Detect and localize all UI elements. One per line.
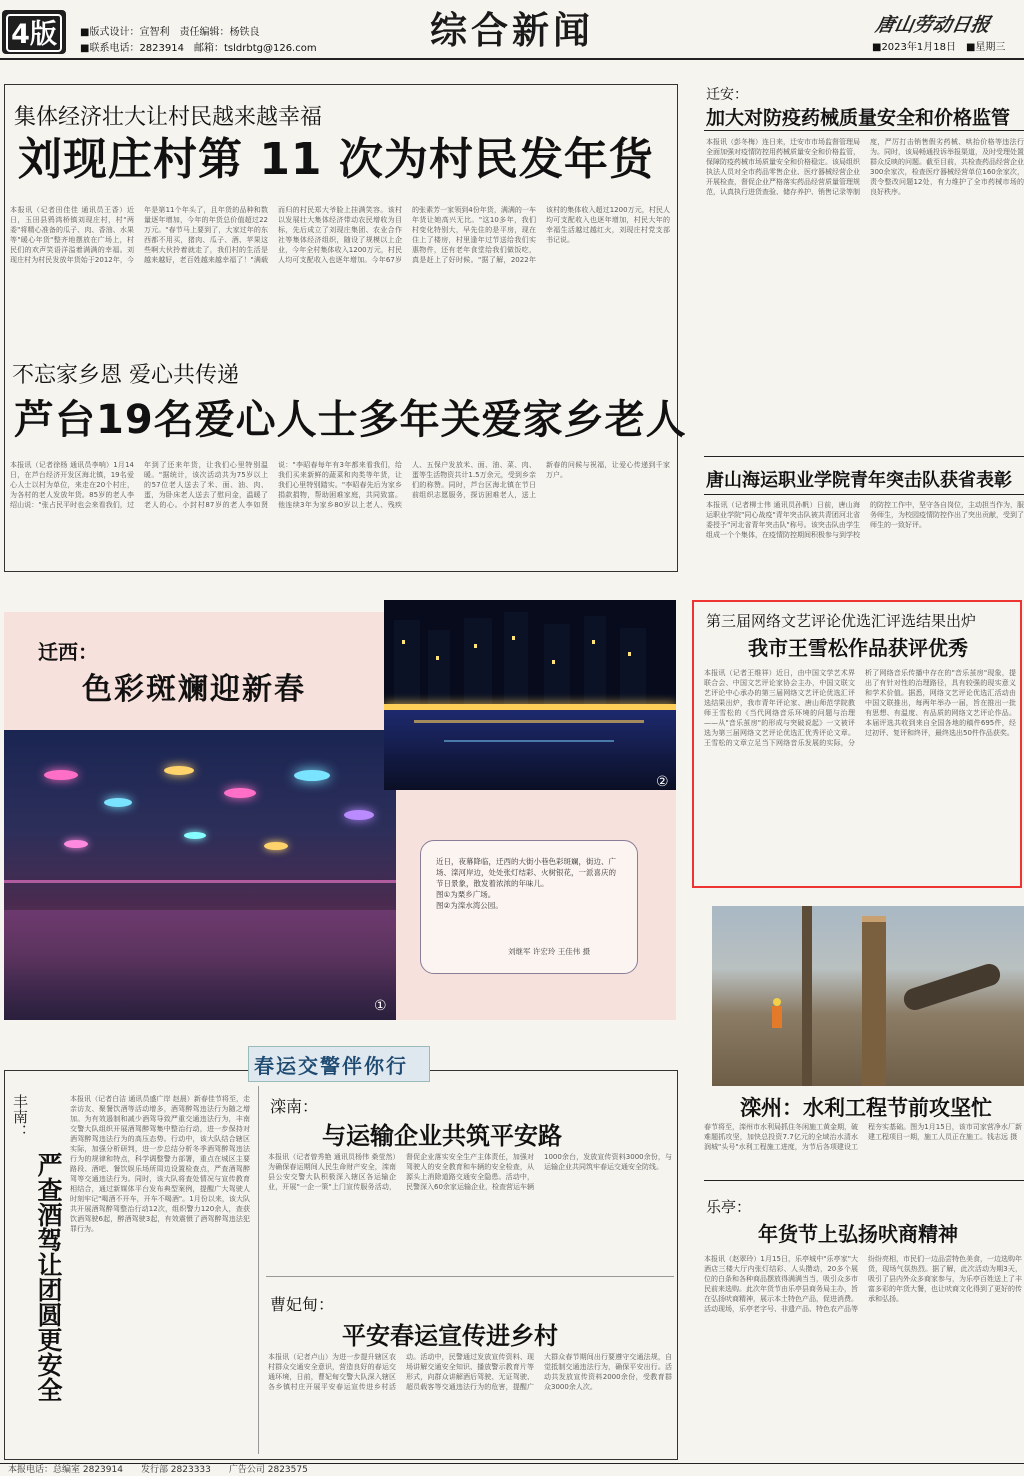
article5-kicker: 第三届网络文艺评论优选汇评选结果出炉 [706,612,977,630]
article9-headline: 与运输企业共筑平安路 [322,1122,562,1150]
contact-info: ■联系电话：2823914 邮箱：tsldrbtg@126.com [80,43,317,54]
article4-body: 本报讯（记者柳士伟 通讯员孙帆）日前，唐山海运职业学院"同心战疫"青年突击队被共青团河北省委授予"河北省青年突击队"称号。该突击队由学生组成一个个集体，在疫情防控期间积极参与到学校的防控工作中，坚守各自岗位，主动担当作为，服务师生，为校园疫情防控作出了突出贡献，受到了师生的一致好评。 [706,501,1024,539]
article3-kicker: 迁安： [706,87,748,103]
article7-body: 本报讯（赵翠玲）1月15日，乐亭城中"乐亭家"大酒店三楼大厅内张灯结彩、人头攒动，20多个展位的白条和各种商品摆放得满满当当，吸引众多市民前来选购。此次年货节由乐亭县商务局主办，旨在弘扬吠商精神，展示本土特色产品，促进消费。活动现场，乐亭老字号、非遗产品、特色农产品等纷纷亮相，市民们一边品尝特色美食，一边选购年货，现场气氛热烈。据了解，此次活动为期3天，吸引了县内外众多商家参与，为乐亭百姓送上了丰富多彩的年货大餐，也让吠商文化得到了更好的传承和弘扬。 [704,1255,1022,1313]
section-title: 综合新闻 [430,9,594,52]
article4-rule [704,494,1024,495]
article1-body: 本报讯（记者田佳佳 通讯员王香）近日，玉田县鸦鸿桥镇刘现庄村，村"两委"将精心准备的瓜子、肉、香油、水果等"暖心年货"整齐地摆放在广场上，村民们的欢声笑语洋溢着满满的幸福。刘现庄村为村民发放年货始于2012年，今年是第11个年头了，且年货的品种和数量逐年增加，今年的年货总价值超过22万元。"春节马上要到了，大家过年的东西都不用买，猪肉、瓜子、酒、苹果这些啊大伙拎着就走了，我们村的生活是越来越好，老百姓越来越幸福了！"满载而归的村民郑大爷脸上挂满笑容。该村以发展壮大集体经济带动农民增收为目标，先后成立了刘现庄集团、农业合作社等集体经济组织，随设了规模以上企业，今年全村集体收入1200万元，村民人均可支配收入也逐年增加。今年67岁的张素芳一家领到4份年货，满满的一车年货让她高兴无比。"这10多年，我们村变化特别大，早先住的是平房，现在住上了楼房，村里逢年过节送给我们实惠物件，还有老年食堂给我们做饭吃，真是赶上了好时候。"据了解，2022年该村的集体收入超过1200万元，村民人均可支配收入也逐年增加，村民大年的幸福生活越过越红火，刘现庄村党支部书记说。 [10,206,670,264]
article3-headline: 加大对防疫药械质量安全和价格监管 [706,107,1011,129]
issue-date: ■2023年1月18日 ■星期三 [872,42,1006,53]
page-number: 4版 [6,14,62,52]
design-credits: ■版式设计：宣智利 责任编辑：杨铁良 [80,27,260,38]
article3-bottom-rule [704,456,1024,457]
photo1-number: ① [374,998,387,1014]
article4-headline: 唐山海运职业学院青年突击队获省表彰 [706,470,1012,491]
article7-headline: 年货节上弘扬吠商精神 [758,1222,958,1246]
article6-rule [704,1180,1024,1181]
article10-kicker: 曹妃甸： [270,1295,335,1314]
article2-headline: 芦台19名爱心人士多年关爱家乡老人 [14,397,687,443]
masthead-rule [0,58,1024,60]
photo-square-night [4,730,396,1020]
bottom-divider-horizontal [266,1276,674,1277]
article5-body: 本报讯（记者王维祥）近日，由中国文学艺术界联合会、中国文艺评论家协会主办，中国文联文艺评论中心承办的第三届网络文艺评论优选汇评选结果出炉，我市青年评论家、唐山师范学院教师王雪松的《当代网络音乐环境的问题与治理——从"音乐茧房"的形成与突破说起》一文被评选为第三届网络文艺评论优选汇优秀评论文章。王雪松的文章立足当下网络音乐发展的实际，分析了网络音乐传播中存在的"音乐茧房"现象，提出了有针对性的治理路径，具有较强的现实意义和学术价值。据悉，网络文艺评论优选汇活动由中国文联推出，每两年举办一届，旨在推出一批有思想、有温度、有品质的网络文艺评论作品。本届评选共收到来自全国各地的稿件695件，经过初评、复评和终评，最终选出50件作品获奖。 [704,669,1016,747]
banner-text: 春运交警伴你行 [254,1054,408,1078]
bottom-divider-vertical [258,1086,259,1454]
qianxi-headline: 色彩斑斓迎新春 [82,672,306,707]
article8-kicker: 丰南： [11,1094,29,1139]
footer-rule [0,1463,1024,1464]
article7-kicker: 乐亭： [706,1198,752,1216]
footer-contacts: 本报电话：总编室 2823914 发行部 2823333 广告公司 2823575 [8,1465,308,1475]
article3-rule [704,130,1024,131]
article8-headline: 严查酒驾让团圆更安全 [34,1152,63,1402]
article2-body: 本报讯（记者徐杨 通讯员李响）1月14日，在芦台经济开发区海北镇，19名爱心人士以村为单位，来走在20个村庄，为各村的老人发放年货。85岁的老人李绍山说："张占民平时也会来看我们，过年到了还来年货，让我们心里特别温暖。"据统计，该次活动共为75岁以上的57位老人送去了米、面、油、肉、蛋，为卧床老人送去了慰问金，温暖了老人的心。小封村87岁的老人李如贤说："李昭春每年有3年都来看我们，给我们买来新鲜的蔬菜和肉类等年货，让我们心里特别踏实。"李昭春先后为家乡捐款捐物，帮助困难家庭，共同致富。他连续3年为家乡80岁以上老人、残疾人、五保户发放米、面、油、菜、肉、蛋等生活物资共计1.5万余元，受到乡亲们的称赞。同时，芦台区海北镇在节日前组织志愿服务，探访困难老人，送上新春的问候与祝福，让爱心传递到千家万户。 [10,461,670,509]
article10-body: 本报讯（记者卢山）为进一步提升辖区农村群众交通安全意识，营造良好的春运交通环境，日前，曹妃甸交警大队深入辖区各乡镇村庄开展平安春运宣传进乡村活动。活动中，民警通过发放宣传资料、现场讲解交通安全知识、播放警示教育片等形式，向群众讲解酒后驾驶、无证驾驶、超员载客等交通违法行为的危害，提醒广大群众春节期间出行要遵守交通法规，自觉抵制交通违法行为，确保平安出行。活动共发放宣传资料2000余份，受教育群众3000余人次。 [268,1353,672,1391]
article6-headline: 滦州：水利工程节前攻坚忙 [740,1096,992,1120]
photo-riverside-night [384,600,676,790]
newspaper-logo: 唐山劳动日报 [873,14,992,36]
article3-body: 本报讯（彭冬梅）连日来，迁安市市场监督管理局全面加强对疫情防控用药械质量安全和价格监管，保障防疫药械市场质量安全和价格稳定。该局组织执法人员对全市药品零售企业、医疗器械经营企业开展检查，督促企业严格落实药品经营质量管理规范，认真执行进货查验、储存养护、销售记录等制度，严厉打击销售假劣药械、哄抬价格等违法行为。同时，该局畅通投诉举报渠道，及时受理处置群众反映的问题。截至目前，共检查药品经营企业300余家次，检查医疗器械经营单位160余家次，责令整改问题12处，有力维护了全市药械市场的良好秩序。 [706,138,1024,196]
article9-body: 本报讯（记者曾秀艳 通讯员杨伟 桑莹然）为确保春运期间人民生命财产安全，滦南县公安交警大队积极深入辖区各运输企业，开展"一企一策"上门宣传服务活动，督促企业落实安全生产主体责任，加强对驾驶人的安全教育和车辆的安全检查，从源头上消除道路交通安全隐患。活动中，民警深入60余家运输企业，检查营运车辆1000余台，发放宣传资料3000余份，与运输企业共同筑牢春运交通安全防线。 [268,1153,672,1191]
article5-headline: 我市王雪松作品获评优秀 [748,636,968,660]
article2-kicker: 不忘家乡恩 爱心共传递 [12,363,239,388]
qianxi-kicker: 迁西： [38,640,98,664]
article1-kicker: 集体经济壮大让村民越来越幸福 [14,105,323,130]
article9-kicker: 滦南： [270,1097,319,1116]
article10-headline: 平安春运宣传进乡村 [342,1322,558,1350]
article1-headline: 刘现庄村第 11 次为村民发年货 [18,134,654,185]
qianxi-caption: 近日，夜幕降临，迁西的大街小巷色彩斑斓，街边、广场、滦河岸边，处处张灯结彩、火树银花，一派喜庆的节日景象，散发着浓浓的年味儿。 图①为栗乡广场。 图②为滦水湾公园。 [436,857,616,910]
qianxi-photo-credit: 刘继军 许宏玲 王佳伟 摄 [508,947,591,956]
article6-caption: 春节将至，滦州市水利局抓住冬闲施工黄金期，破难题抓攻坚，加快总投资7.7亿元的全域治水清水润城"头号"水利工程施工进度，为节后各项建设工程夯实基础。图为1月15日，该市司家营净水厂新建工程项目一期，施工人员正在施工。钱志远 摄 [704,1123,1022,1151]
photo-water-project [712,906,1024,1086]
photo2-number: ② [656,774,669,790]
article8-body: 本报讯（记者白洁 通讯员盛广岸 赵晨）新春佳节将至，走亲访友、聚餐饮酒等活动增多，酒驾醉驾违法行为随之增加。为有效遏制和减少酒驾导致严重交通违法行为，丰南交警大队组织开展酒驾醉驾集中整治行动，进一步保持对酒驾醉驾违法行为的高压态势。行动中，该大队结合辖区实际，加强分析研判，进一步总结分析冬季酒驾醉驾违法行为的规律和特点，科学调整警力部署，重点在城区主要路段、酒吧、餐饮娱乐场所周边设置检查点，严查酒驾醉驾等交通违法行为。同时，该大队将查处情况与宣传教育相结合，通过新媒体平台发布典型案例，提醒广大驾驶人时刻牢记"喝酒不开车，开车不喝酒"。1月份以来，该大队共开展酒驾醉驾整治行动12次，组织警力120余人，查获饮酒驾驶6起，醉酒驾驶3起，有效震慑了酒驾醉驾违法犯罪行为。 [70,1095,250,1233]
